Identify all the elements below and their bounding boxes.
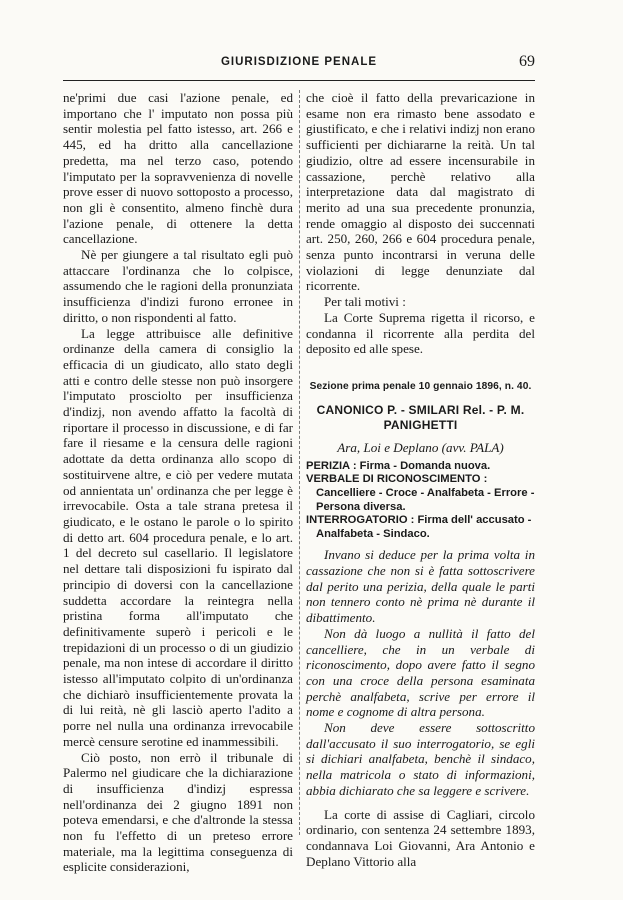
page-number: 69 <box>519 53 535 70</box>
column-divider <box>299 90 301 835</box>
paragraph: Ciò posto, non errò il tribunale di Palermo nel giudicare che la dichiarazione di insufficienza d'indizj espressa nell'ordinanza dei 2 giugno 1891 non poteva emendarsi, e che d'altronde la stessa non fu l'effetto di un preteso errore materiale, ma la legittima conseguenza di esplicite considerazioni, <box>63 749 293 875</box>
summary-item: INTERROGATORIO : Firma dell' accusato - Analfabeta - Sindaco. <box>306 514 532 540</box>
headnote-paragraph: Non deve essere sottoscritto dall'accusato il suo interrogatorio, se egli si dichiari analfabeta, benchè il sindaco, nella matricola o stato di informazioni, abbia dichiarato che sa leggere e scrivere. <box>306 720 535 798</box>
paragraph: Nè per giungere a tal risultato egli può attaccare l'ordinanza che lo colpisce, assumendo che le ragioni della pronunziata insufficienza d'indizi furono erronee in diritto, o non rispondenti al fatto. <box>63 247 293 325</box>
case-parties: CANONICO P. - SMILARI Rel. - P. M. PANIGHETTI <box>316 402 525 433</box>
case-counsel: Ara, Loi e Deplano (avv. PALA) <box>337 440 504 456</box>
paragraph: La corte di assise di Cagliari, circolo ordinario, con sentenza 24 settembre 1893, condannava Loi Giovanni, Ara Antonio e Deplano Vittorio alla <box>306 806 535 869</box>
paragraph: che cioè il fatto della prevaricazione in esame non era rimasto bene assodato e giustificato, e che i relativi indizj non erano sufficienti per dichiararne la reità. Un tal giudizio, oltre ad essere incensurabile in cassazione, perchè relativo alla interpretazione data dal magistrato di merito ad una sua precedente pronunzia, rende omaggio al disposto dei succennati art. 250, 260, 266 e 604 procedura penale, senza punto incontrarsi in veruna delle violazioni di legge denunziate dal ricorrente. <box>306 90 535 294</box>
summary-item: VERBALE DI RICONOSCIMENTO : Cancelliere - Croce - Analfabeta - Errore - Persona diversa. <box>306 473 535 513</box>
paragraph: La Corte Suprema rigetta il ricorso, e condanna il ricorrente alla perdita del deposito ed alle spese. <box>306 309 535 357</box>
headnote <box>306 547 535 798</box>
left-column <box>63 90 293 875</box>
case-meta: Sezione prima penale 10 gennaio 1896, n. 40. <box>309 380 532 392</box>
page-header <box>63 53 535 76</box>
right-column <box>306 90 535 869</box>
summary-item: PERIZIA : Firma - Domanda nuova. <box>306 459 491 472</box>
paragraph: Per tali motivi : <box>324 294 406 310</box>
running-title: GIURISDIZIONE PENALE <box>220 56 378 68</box>
headnote-paragraph: Invano si deduce per la prima volta in cassazione che non si è fatta sottoscrivere dal perito una perizia, della quale le parti non tennero conto nè prima nè durante il dibattimento. <box>306 547 535 626</box>
paragraph: La legge attribuisce alle definitive ordinanze della camera di consiglio la efficacia di un giudicato, allo stato degli atti e contro delle stesse non può insorgere l'imputato prosciolto per insufficienza d'indizj, non avendo affatto la facoltà di riportare il processo in discussione, e di far fare il riesame e la censura delle ragioni adottate da detta ordinanza allo scopo di sostituirvene altre, e ciò per vedere mutata od annientata un' ordinanza che per legge è irrevocabile. Osta a tale strana pretesa il giudicato, e le ostano le parole o lo spirito di detto art. 604 procedura penale, e lo art. 1 del decreto sul casellario. Il legislatore nel dettare tali disposizioni fu ispirato dal principio di doversi con la cancellazione suddetta accordare la reintegra nella pristina forma all'imputato che definitivamente superò i pericoli e le trepidazioni di un processo o di un giudizio penale, ma non intese di accordare il diritto istesso all'imputato colpito di un'ordinanza che dichiarò insufficientemente provata la di lui reità, nè gli lasciò aperto l'adito a porre nel nulla una ordinanza irrevocabile mercè censure serotine ed inammessibili. <box>63 325 293 749</box>
case-summary <box>306 460 535 542</box>
paragraph: ne'primi due casi l'azione penale, ed importano che l' imputato non possa più sentir molestia pel fatto istesso, art. 266 e 445, ed ha dritto alla cancellazione predetta, ma nel terzo caso, potendo l'imputato per la sopravvenienza di novelle prove esser di nuovo sottoposto a processo, non gli è consentito, almeno finchè dura l'azione penale, di ottenere la detta cancellazione. <box>63 90 293 247</box>
header-rule <box>63 80 535 81</box>
headnote-paragraph: Non dà luogo a nullità il fatto del cancelliere, che in un verbale di riconoscimento, dopo avere fatto il segno con una croce della persona esaminata perchè analfabeta, scrive per errore il nome e cognome di altra persona. <box>306 625 535 720</box>
